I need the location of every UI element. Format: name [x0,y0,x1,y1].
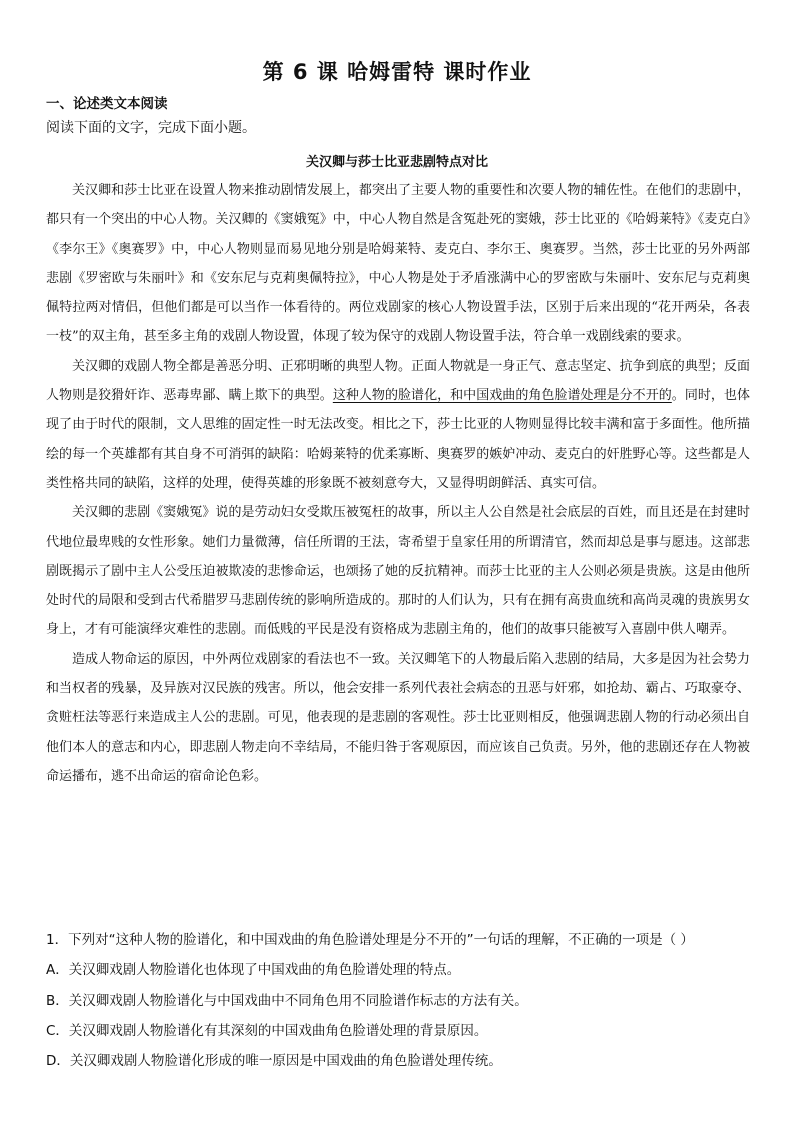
article-paragraph-1: 关汉卿和莎士比亚在设置人物来推动剧情发展上，都突出了主要人物的重要性和次要人物的辅佐性。在他们的悲剧中，都只有一个突出的中心人物。关汉卿的《窦娥冤》中，中心人物自然是含冤赴死的窦娥，莎士比亚的《哈姆莱特》《麦克白》《李尔王》《奥赛罗》中，中心人物则显而易见地分别是哈姆莱特、麦克白、李尔王、奥赛罗。当然，莎士比亚的另外两部悲剧《罗密欧与朱丽叶》和《安东尼与克莉奥佩特拉》，中心人物是处于矛盾涨满中心的罗密欧与朱丽叶、安东尼与克莉奥佩特拉两对情侣，但他们都是可以当作一体看待的。两位戏剧家的核心人物设置手法，区别于后来出现的“花开两朵，各表一枝”的双主角，甚至多主角的戏剧人物设置，体现了较为保守的戏剧人物设置手法，符合单一戏剧线索的要求。 [46,183,750,345]
section-heading: 一、论述类文本阅读 [46,96,168,112]
question-stem: 1．下列对“这种人物的脸谱化，和中国戏曲的角色脸谱处理是分不开的”一句话的理解，不正确的一项是（ ） [46,932,694,948]
option-a[interactable]: A．关汉卿戏剧人物脸谱化也体现了中国戏曲的角色脸谱处理的特点。 [46,962,461,979]
question-block [46,925,750,1076]
page-title: 第 6 课 哈姆雷特 课时作业 [262,60,532,84]
article-paragraph-3: 关汉卿的悲剧《窦娥冤》说的是劳动妇女受欺压被冤枉的故事，所以主人公自然是社会底层的百姓，而且还是在封建时代地位最卑贱的女性形象。她们力量微薄，信任所谓的王法，寄希望于皇家任用的所谓清官，然而却总是事与愿违。这部悲剧既揭示了剧中主人公受压迫被欺凌的悲惨命运，也颂扬了她的反抗精神。而莎士比亚的主人公则必须是贵族。这是由他所处时代的局限和受到古代希腊罗马悲剧传统的影响所造成的。那时的人们认为，只有在拥有高贵血统和高尚灵魂的贵族男女身上，才有可能演绎灾难性的悲剧。而低贱的平民是没有资格成为悲剧主角的，他们的故事只能被写入喜剧中供人嘲弄。 [46,505,750,638]
article-title: 关汉卿与莎士比亚悲剧特点对比 [305,155,488,170]
underlined-sentence: 这种人物的脸谱化，和中国戏曲的角色脸谱处理是分不开的 [332,388,672,404]
reading-instruction: 阅读下面的文字，完成下面小题。 [46,120,256,136]
option-c[interactable]: C．关汉卿戏剧人物脸谱化有其深刻的中国戏曲角色脸谱处理的背景原因。 [46,1022,488,1039]
paragraph-2-text-before: 关汉卿的戏剧人物全都是善恶分明、正邪明晰的典型人物。正面人物就是一身正气、意志坚定、抗争到底的典型；反面人物则是狡猾奸诈、恶毒卑鄙、瞒上欺下的典型。 [46,358,750,404]
article-paragraph-2 [46,352,750,498]
option-b[interactable]: B．关汉卿戏剧人物脸谱化与中国戏曲中不同角色用不同脸谱作标志的方法有关。 [46,992,528,1009]
option-d[interactable]: D．关汉卿戏剧人物脸谱化形成的唯一原因是中国戏曲的角色脸谱处理传统。 [46,1053,502,1070]
article-body [46,176,750,791]
paragraph-2-text-after: 。同时，也体现了由于时代的限制，文人思维的固定性一时无法改变。相比之下，莎士比亚的人物则显得比较丰满和富于多面性。他所描绘的每一个英雄都有其自身不可消弭的缺陷：哈姆莱特的优柔寡断、奥赛罗的嫉妒冲动、麦克白的奸胜野心等。这些都是人类性格共同的缺陷，这样的处理，使得英雄的形象既不被刻意夸大，又显得明朗鲜活、真实可信。 [46,388,750,491]
article-paragraph-4: 造成人物命运的原因，中外两位戏剧家的看法也不一致。关汉卿笔下的人物最后陷入悲剧的结局，大多是因为社会势力和当权者的残暴，及异族对汉民族的残害。所以，他会安排一系列代表社会病态的丑恶与奸邪，如抢劫、霸占、巧取豪夺、贪赃枉法等恶行来造成主人公的悲剧。可见，他表现的是悲剧的客观性。莎士比亚则相反，他强调悲剧人物的行动必须出自他们本人的意志和内心，即悲剧人物走向不幸结局，不能归咎于客观原因，而应该自己负责。另外，他的悲剧还存在人物被命运播布，逃不出命运的宿命论色彩。 [46,651,750,784]
